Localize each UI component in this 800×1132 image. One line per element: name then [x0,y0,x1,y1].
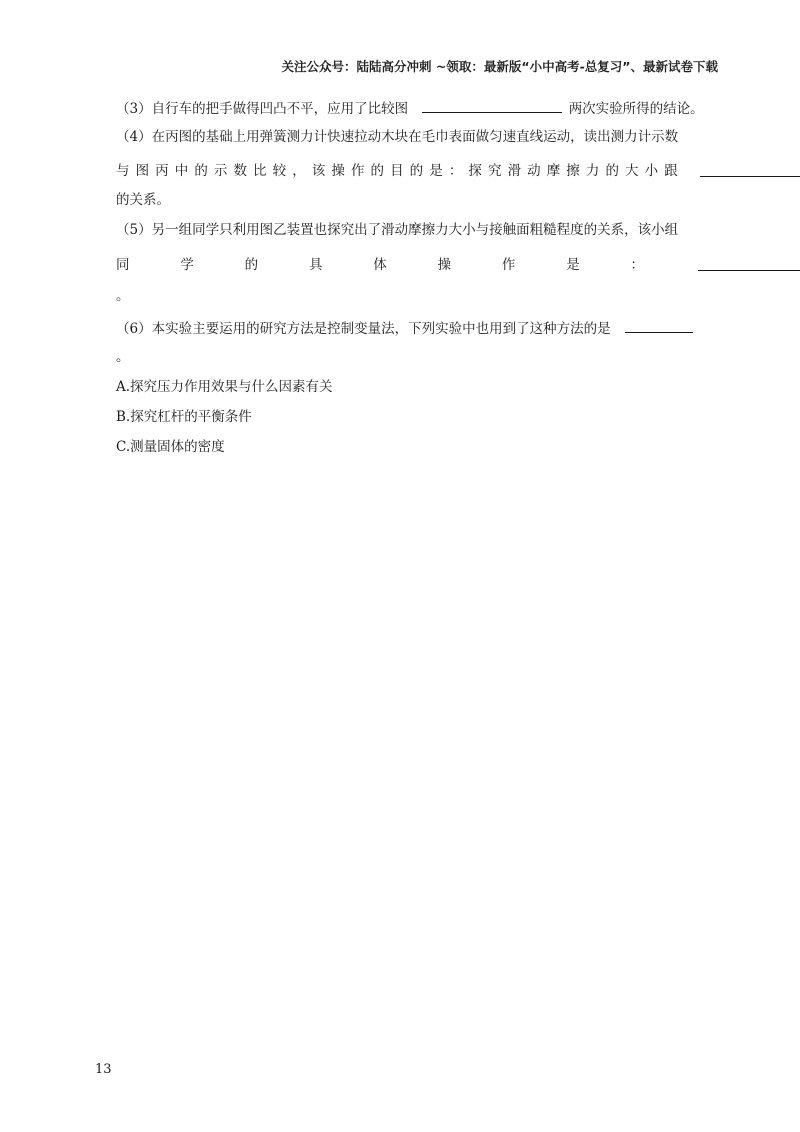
q5-char: 是 [566,257,580,273]
q5-char: 操 [437,257,452,273]
question-3-text: （3）自行车的把手做得凹凸不平，应用了比较图 [116,101,409,117]
question-3 [116,98,704,118]
answer-blank-q6[interactable] [625,318,693,333]
page-number: 13 [95,1062,112,1077]
answer-blank-q3[interactable] [422,98,562,113]
option-c: C.测量固体的密度 [116,439,225,455]
q5-char: ： [630,257,644,273]
question-5-line-2 [116,256,644,274]
q4-char: 摩 [546,163,561,179]
q4-char: 动 [527,163,541,179]
q4-char: 是 [429,163,443,179]
q4-char: 与 [116,163,130,179]
question-5-line-1: （5）另一组同学只利用图乙装置也探究出了滑动摩擦力大小与接触面粗糙程度的关系，该小组 [116,222,679,238]
q4-char: 跟 [664,163,678,179]
q4-char: 作 [350,163,365,179]
q4-char: 擦 [566,163,580,179]
q4-char: 数 [233,163,247,179]
q4-char: 的 [605,163,619,179]
q5-char: 学 [180,257,194,273]
question-4-line-2 [116,162,678,180]
q4-char: 的 [194,163,208,179]
q4-char: 滑 [507,163,522,179]
q5-char: 体 [373,257,387,273]
question-4-line-3: 的关系。 [116,192,170,208]
q5-char: 的 [244,257,259,273]
question-5-line-3: 。 [116,288,130,304]
q4-char: 大 [625,163,639,179]
q4-char: 比 [253,163,267,179]
option-b: B.探究杠杆的平衡条件 [116,409,252,425]
q4-char: 究 [487,163,502,179]
question-3-tail: 两次实验所得的结论。 [568,101,704,117]
question-6-line-2: 。 [116,349,130,365]
q4-char: 该 [311,163,326,179]
q4-char: ， [292,163,306,179]
answer-blank-q5[interactable] [698,256,800,271]
q5-char: 具 [308,257,323,273]
q4-char: 图 [135,163,150,179]
q4-char: 操 [331,163,345,179]
answer-blank-q4[interactable] [700,162,800,177]
option-a: A.探究压力作用效果与什么因素有关 [116,379,333,395]
q4-char: 的 [370,163,385,179]
q5-char: 同 [116,257,130,273]
q5-char: 作 [501,257,516,273]
q4-char: 探 [468,163,482,179]
question-6-line-1 [116,318,693,338]
q4-char: 丙 [155,163,169,179]
q4-char: ： [448,163,463,179]
question-6-text: （6）本实验主要运用的研究方法是控制变量法，下列实验中也用到了这种方法的是 [116,321,611,337]
q4-char: 中 [174,163,189,179]
q4-char: 力 [585,163,600,179]
q4-char: 的 [409,163,424,179]
q4-char: 小 [644,163,659,179]
q4-char: 较 [272,163,287,179]
q4-char: 示 [213,163,228,179]
question-4-line-1: （4）在丙图的基础上用弹簧测力计快速拉动木块在毛巾表面做匀速直线运动，读出测力计示数 [116,129,679,145]
page-header: 关注公众号：陆陆高分冲刺 ~领取：最新版“小中高考-总复习”、最新试卷下载 [281,59,718,74]
q4-char: 目 [390,163,404,179]
